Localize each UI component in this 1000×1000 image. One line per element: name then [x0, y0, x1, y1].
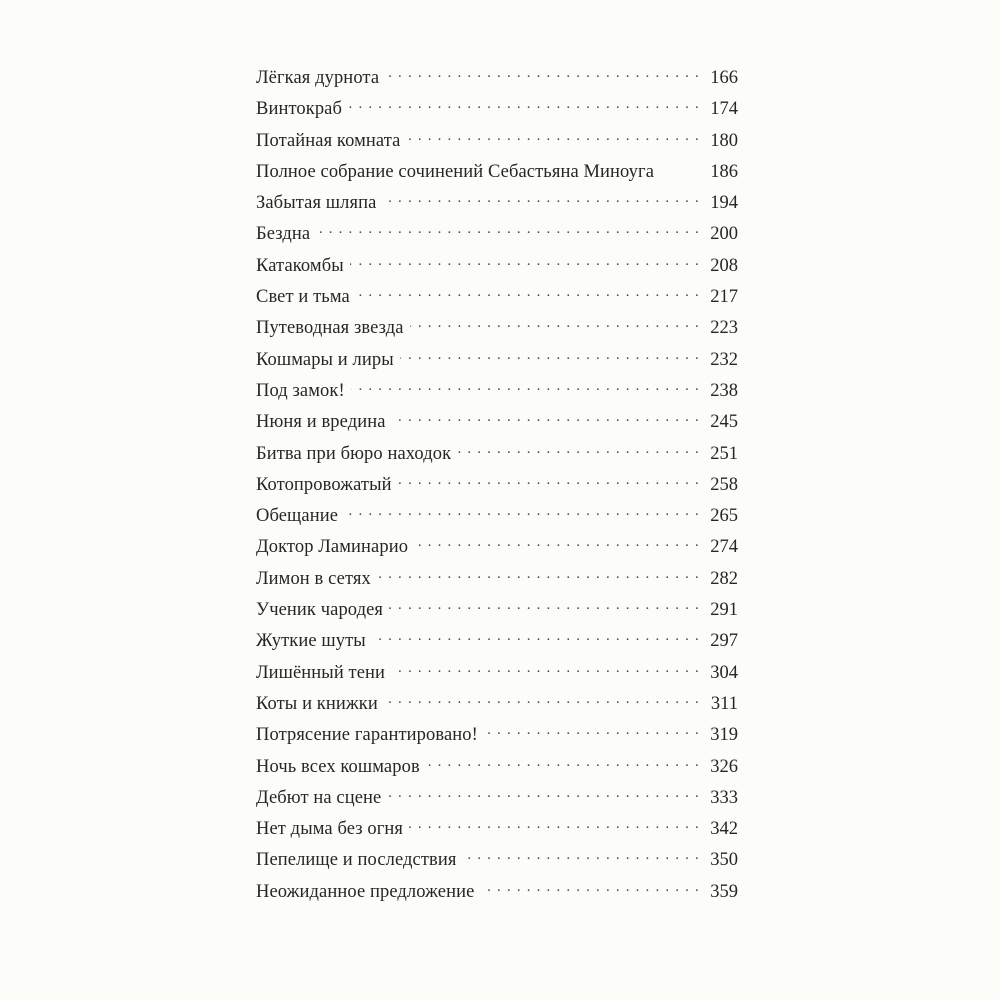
dot-leader	[398, 470, 700, 490]
toc-entry-page: 291	[710, 600, 738, 621]
toc-entry	[256, 814, 738, 845]
toc-entry-page: 350	[710, 850, 738, 871]
toc-entry-page: 297	[710, 631, 738, 652]
dot-leader	[316, 219, 700, 239]
toc-entry-page: 238	[710, 380, 738, 401]
dot-leader	[392, 407, 700, 427]
toc-entry-title: Коты и книжки	[256, 693, 378, 714]
toc-entry	[256, 845, 738, 876]
toc-entry-page: 304	[710, 662, 738, 683]
toc-entry	[256, 126, 738, 157]
toc-entry-page: 208	[710, 255, 738, 276]
toc-entry-title: Нюня и вредина	[256, 412, 386, 433]
dot-leader	[406, 126, 700, 146]
dot-leader	[410, 313, 700, 333]
toc-entry-page: 319	[710, 725, 738, 746]
toc-entry-title: Лишённый тени	[256, 662, 386, 683]
toc-entry-title: Доктор Ламинарио	[256, 537, 409, 558]
toc-entry-title: Бездна	[256, 224, 311, 245]
dot-leader	[480, 877, 700, 897]
toc-entry-title: Под замок!	[256, 380, 345, 401]
dot-leader	[391, 658, 700, 678]
dot-leader	[344, 501, 700, 521]
toc-entry-title: Неожиданное предложение	[256, 881, 475, 902]
toc-entry	[256, 188, 738, 219]
toc-entry-page: 200	[710, 224, 738, 245]
toc-entry-page: 311	[710, 693, 738, 714]
toc-entry-page: 166	[710, 68, 738, 88]
toc-entry-title: Пепелище и последствия	[256, 850, 457, 871]
toc-entry-page: 217	[710, 287, 738, 308]
toc-entry-title: Катакомбы	[256, 255, 344, 276]
dot-leader	[348, 94, 700, 114]
dot-leader	[389, 595, 700, 615]
toc-entry-title: Жуткие шуты	[256, 631, 366, 652]
toc-entry-page: 194	[710, 193, 738, 214]
toc-entry-page: 245	[710, 412, 738, 433]
toc-entry-title: Путеводная звезда	[256, 318, 404, 339]
dot-leader	[457, 439, 700, 459]
table-of-contents	[256, 63, 738, 908]
toc-entry	[256, 219, 738, 250]
toc-entry	[256, 282, 738, 313]
toc-entry	[256, 470, 738, 501]
toc-entry-page: 282	[710, 568, 738, 589]
dot-leader	[384, 689, 700, 709]
dot-leader	[400, 345, 700, 365]
toc-entry-title: Потрясение гарантировано!	[256, 725, 478, 746]
toc-entry-page: 265	[710, 506, 738, 527]
toc-entry-page: 333	[710, 787, 738, 808]
dot-leader	[377, 564, 700, 584]
dot-leader	[414, 532, 700, 552]
toc-entry-title: Кошмары и лиры	[256, 349, 394, 370]
toc-entry	[256, 689, 738, 720]
toc-entry-page: 223	[710, 318, 738, 339]
toc-entry	[256, 783, 738, 814]
dot-leader	[382, 188, 700, 208]
toc-entry	[256, 439, 738, 470]
toc-entry-page: 251	[710, 443, 738, 464]
toc-entry	[256, 626, 738, 657]
toc-entry-page: 342	[710, 819, 738, 840]
toc-entry	[256, 595, 738, 626]
dot-leader	[463, 845, 701, 865]
dot-leader	[351, 376, 700, 396]
dot-leader	[387, 783, 700, 803]
toc-entry-title: Лимон в сетях	[256, 568, 371, 589]
toc-entry	[256, 407, 738, 438]
toc-entry	[256, 345, 738, 376]
toc-entry-page: 274	[710, 537, 738, 558]
toc-entry-page: 326	[710, 756, 738, 777]
toc-entry	[256, 313, 738, 344]
toc-entry-page: 180	[710, 130, 738, 151]
toc-entry	[256, 501, 738, 532]
toc-entry-title: Ученик чародея	[256, 600, 384, 621]
toc-entry-title: Битва при бюро находок	[256, 443, 452, 464]
dot-leader	[350, 251, 700, 271]
toc-entry-title: Нет дыма без огня	[256, 819, 404, 840]
toc-entry	[256, 94, 738, 125]
dot-leader	[484, 720, 700, 740]
toc-entry-title: Свет и тьма	[256, 287, 350, 308]
dot-leader	[372, 626, 700, 646]
toc-entry	[256, 720, 738, 751]
toc-entry-title: Забытая шляпа	[256, 193, 377, 214]
toc-entry-title: Обещание	[256, 506, 339, 527]
toc-entry	[256, 877, 738, 908]
toc-entry	[256, 752, 738, 783]
toc-entry-title: Потайная комната	[256, 130, 401, 151]
toc-entry-page: 359	[710, 881, 738, 902]
toc-entry	[256, 532, 738, 563]
toc-entry	[256, 157, 738, 188]
dot-leader	[426, 752, 700, 772]
toc-entry	[256, 251, 738, 282]
toc-entry-title: Лёгкая дурнота	[256, 68, 380, 88]
toc-entry-title: Котопровожатый	[256, 474, 392, 495]
toc-entry-title: Дебют на сцене	[256, 787, 382, 808]
toc-entry-title: Ночь всех кошмаров	[256, 756, 420, 777]
toc-entry	[256, 564, 738, 595]
toc-entry-page: 174	[710, 99, 738, 120]
toc-entry-title: Полное собрание сочинений Себастьяна Миноуга	[256, 161, 655, 182]
dot-leader	[409, 814, 700, 834]
toc-entry	[256, 376, 738, 407]
toc-entry-title: Винтокраб	[256, 99, 342, 120]
toc-entry-page: 232	[710, 349, 738, 370]
toc-entry	[256, 63, 738, 94]
toc-entry	[256, 658, 738, 689]
toc-entry-page: 258	[710, 474, 738, 495]
toc-entry-page: 186	[710, 161, 738, 182]
dot-leader	[356, 282, 700, 302]
dot-leader	[385, 63, 700, 83]
